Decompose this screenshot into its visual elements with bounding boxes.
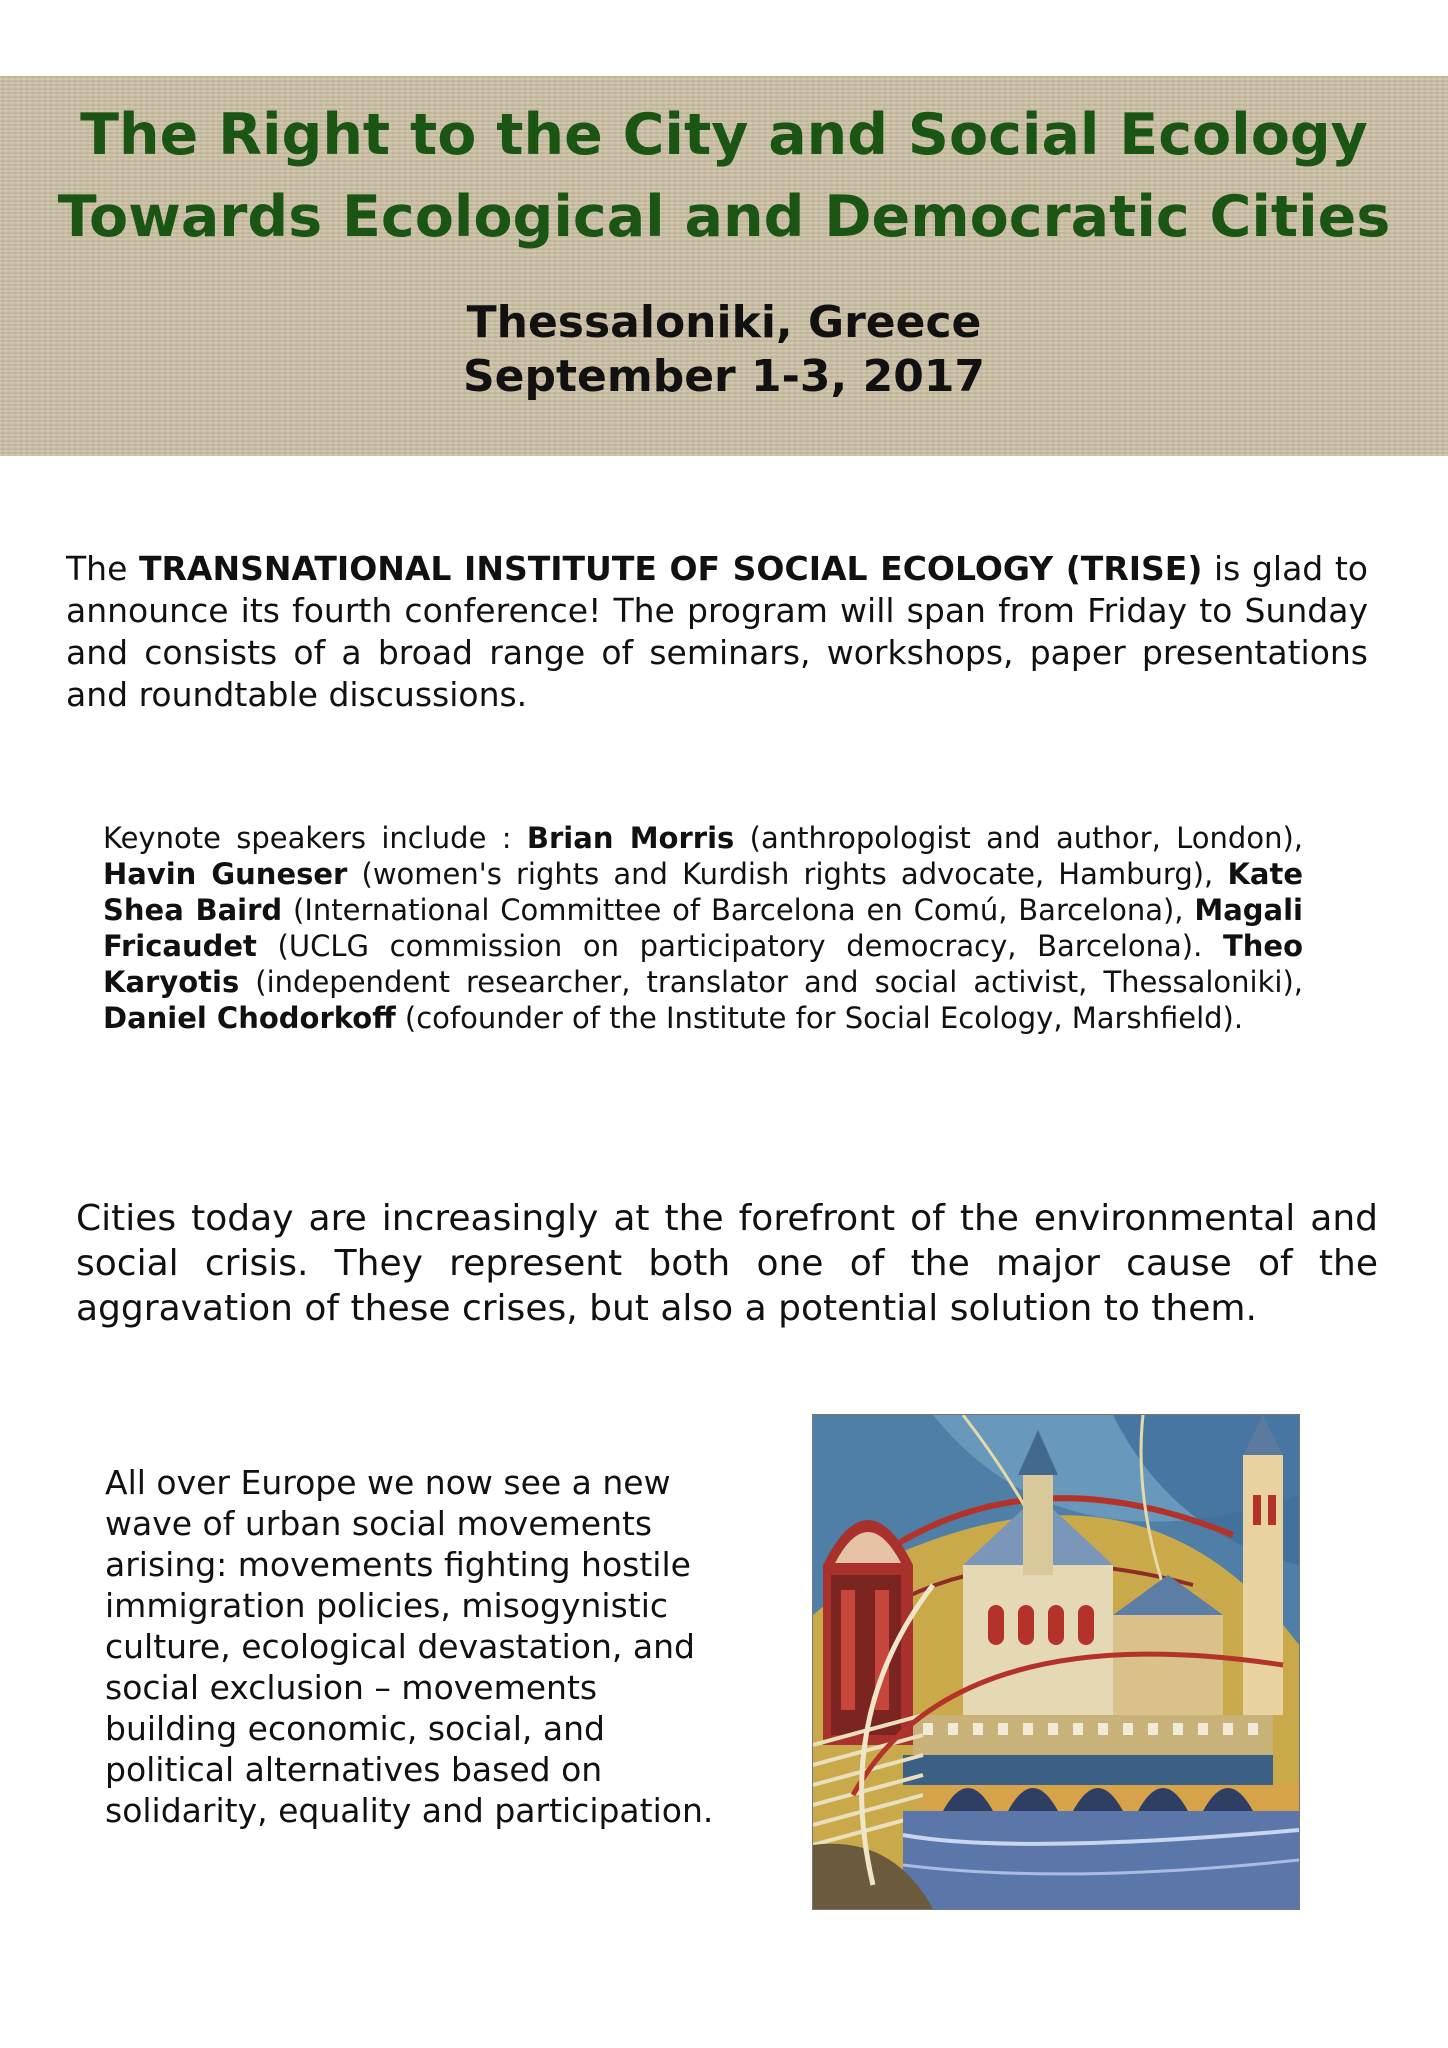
header-banner — [0, 76, 1448, 456]
movements-paragraph — [105, 1462, 795, 1831]
speaker-desc: (women's rights and Kurdish rights advocate, Hamburg), — [347, 857, 1228, 891]
speaker-name: Daniel Chodorkoff — [103, 1001, 396, 1035]
speaker-name: Theo Karyotis — [103, 929, 1303, 999]
title-line-2: Towards Ecological and Democratic Cities — [57, 184, 1391, 250]
speaker-name: Brian Morris — [526, 821, 735, 855]
keynote-paragraph — [103, 820, 1303, 1036]
movements-line: arising: movements fighting hostile — [105, 1545, 691, 1584]
intro-rest: is glad to announce its fourth conference! The program will span from Friday to Sunday and consists of a broad range of seminars, workshops, paper presentations and roundtable discussions. — [66, 549, 1368, 714]
movements-line: All over Europe we now see a new — [105, 1463, 671, 1502]
cities-paragraph: Cities today are increasingly at the forefront of the environmental and social crisis. They represent both one of the major cause of the aggravation of these crises, but also a potential solution to them. — [76, 1198, 1378, 1329]
movements-line: immigration policies, misogynistic — [105, 1586, 669, 1625]
intro-paragraph — [66, 548, 1368, 716]
movements-line: wave of urban social movements — [105, 1504, 653, 1543]
speaker-name: Havin Guneser — [103, 857, 348, 891]
event-location: Thessaloniki, Greece — [466, 297, 982, 348]
movements-line: culture, ecological devastation, and — [105, 1627, 695, 1666]
speaker-name: Kate Shea Baird — [103, 857, 1304, 927]
page-title — [0, 94, 1448, 258]
event-details — [0, 296, 1448, 404]
organization-name: TRANSNATIONAL INSTITUTE OF SOCIAL ECOLOGY (TRISE) — [138, 549, 1203, 588]
event-dates: September 1-3, 2017 — [462, 351, 986, 402]
speaker-name: Magali Fricaudet — [103, 893, 1303, 963]
movements-line: building economic, social, and — [105, 1709, 605, 1748]
speaker-desc: (independent researcher, translator and social activist, Thessaloniki), — [239, 965, 1303, 999]
city-painting-icon — [812, 1414, 1300, 1910]
intro-lead: The — [66, 549, 139, 588]
title-line-1: The Right to the City and Social Ecology — [80, 102, 1368, 168]
speaker-desc: (UCLG commission on participatory democracy, Barcelona). — [256, 929, 1223, 963]
keynote-lead: Keynote speakers include : — [103, 821, 527, 855]
movements-line: solidarity, equality and participation. — [105, 1791, 714, 1830]
speaker-desc: (anthropologist and author, London), — [734, 821, 1303, 855]
speaker-desc: (cofounder of the Institute for Social Ecology, Marshfield). — [395, 1001, 1244, 1035]
speaker-desc: (International Committee of Barcelona en Comú, Barcelona), — [282, 893, 1195, 927]
movements-line: political alternatives based on — [105, 1750, 603, 1789]
movements-line: social exclusion – movements — [105, 1668, 598, 1707]
